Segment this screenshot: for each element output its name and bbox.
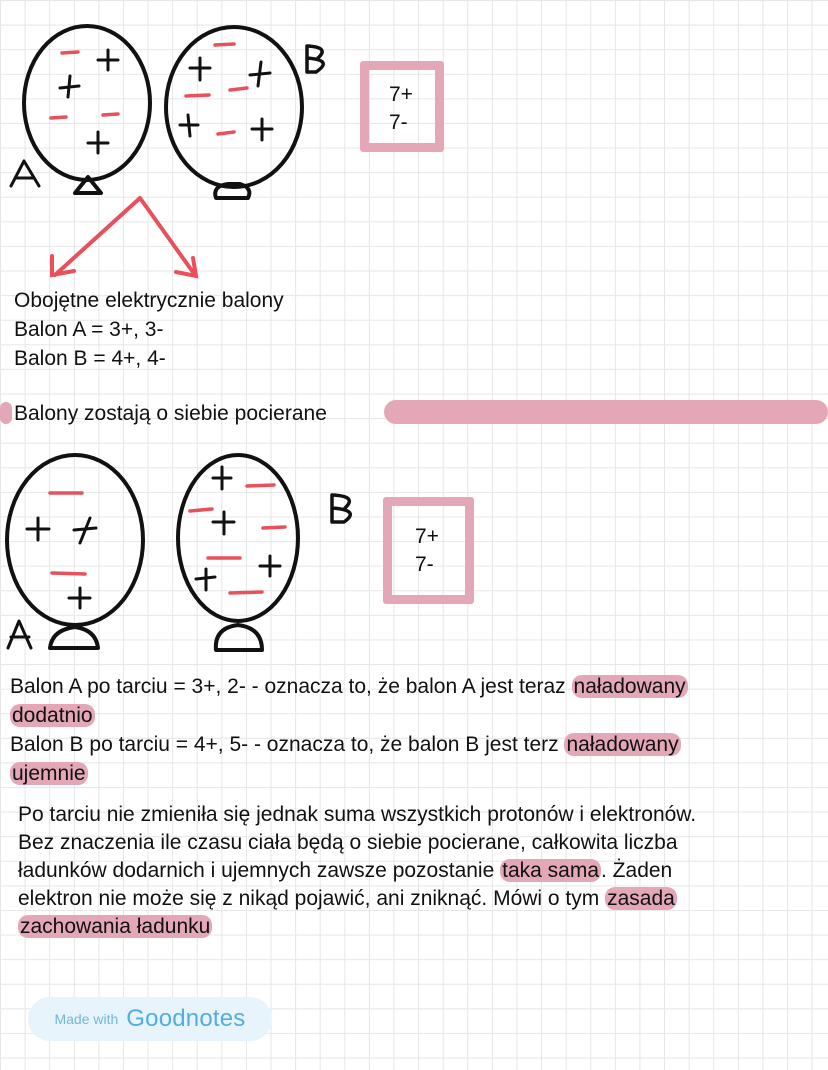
top-description	[14, 286, 284, 373]
balloon-b-bottom-knot	[216, 625, 262, 650]
letter-a-bottom-icon	[8, 621, 31, 648]
balloon-a-bottom-knot	[50, 627, 98, 648]
letter-b-top-icon	[307, 46, 323, 72]
balloon-b-after-line	[10, 730, 688, 759]
box-top-protons: 7+	[389, 83, 413, 106]
highlight-charge-conservation: zachowania ładunku	[20, 915, 211, 938]
conservation-paragraph	[18, 801, 696, 941]
goodnotes-logo: Goodnotes	[126, 1005, 246, 1032]
divider-left	[0, 402, 12, 424]
balloon-b-line: Balon B = 4+, 4-	[14, 347, 166, 370]
balloon-a-line: Balon A = 3+, 3-	[14, 318, 164, 341]
highlight-charged-b: naładowany	[566, 733, 679, 756]
charge-box-bottom-text	[415, 523, 439, 579]
balloon-a-after-text: Balon A po tarciu = 3+, 2- - oznacza to, że balon A jest teraz	[10, 675, 566, 698]
highlight-charged-a: naładowany	[573, 675, 686, 698]
box-bottom-electrons: 7-	[415, 553, 434, 576]
paragraph-line-5	[18, 913, 696, 941]
paragraph-line-3-start: ładunków dodarnich i ujemnych zawsze pozostanie	[18, 859, 495, 882]
balloon-b-after-text: Balon B po tarciu = 4+, 5- - oznacza to, że balon B jest terz	[10, 733, 559, 756]
rubbing-heading: Balony zostają o siebie pocierane	[14, 402, 327, 425]
balloon-a-after-line	[10, 672, 688, 701]
paragraph-line-2: Bez znaczenia ile czasu ciała będą o siebie pocierane, całkowita liczba	[18, 831, 678, 854]
charge-box-top-text	[389, 81, 413, 137]
letter-a-top-icon	[11, 161, 39, 186]
neutral-balloons-line: Obojętne elektrycznie balony	[14, 289, 284, 312]
goodnotes-badge[interactable]	[28, 997, 272, 1041]
paragraph-line-4-start: elektron nie może się z nikąd pojawić, ani zniknąć. Mówi o tym	[18, 887, 600, 910]
highlight-negative: ujemnie	[12, 762, 86, 785]
balloon-b-after-line2	[10, 759, 688, 788]
highlight-principle: zasada	[607, 887, 675, 910]
paragraph-line-1: Po tarciu nie zmieniła się jednak suma wszystkich protonów i elektronów.	[18, 803, 697, 826]
box-top-electrons: 7-	[389, 111, 408, 134]
divider-right	[384, 400, 828, 424]
box-bottom-protons: 7+	[415, 525, 439, 548]
paragraph-line-4	[18, 885, 696, 913]
balloon-a-after-line2	[10, 701, 688, 730]
balloon-b-bottom	[178, 455, 298, 621]
letter-b-bottom-icon	[332, 495, 350, 522]
made-with-label: Made with	[54, 1011, 119, 1027]
bottom-description	[10, 672, 688, 788]
paragraph-line-3	[18, 857, 696, 885]
highlight-positive: dodatnio	[12, 704, 93, 727]
red-arrow-icon	[52, 198, 196, 276]
balloon-a-top	[24, 26, 150, 180]
highlight-same: taka sama	[502, 859, 600, 882]
paragraph-line-3-end: . Żaden	[601, 859, 673, 882]
balloon-b-top	[166, 27, 302, 187]
